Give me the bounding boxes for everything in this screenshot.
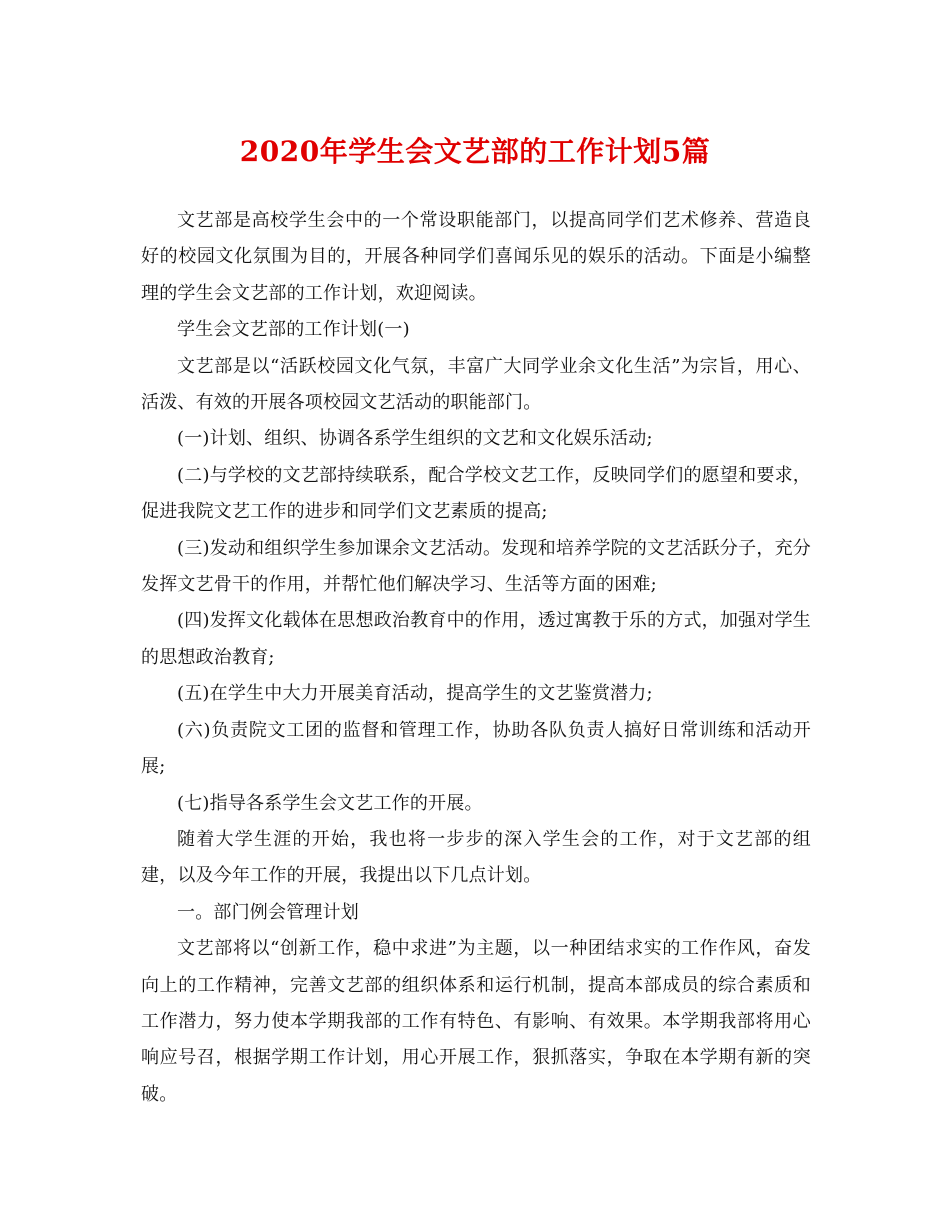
paragraph-purpose: 文艺部是以“活跃校园文化气氛，丰富广大同学业余文化生活”为宗旨，用心、活泼、有效的开展各项校园文艺活动的职能部门。 (141, 355, 811, 414)
document-body (141, 203, 811, 1113)
paragraph-intro: 文艺部是高校学生会中的一个常设职能部门，以提高同学们艺术修养、营造良好的校园文化氛围为目的，开展各种同学们喜闻乐见的娱乐的活动。下面是小编整理的学生会文艺部的工作计划，欢迎阅读。 (141, 210, 811, 304)
paragraph-item-7: (七)指导各系学生会文艺工作的开展。 (177, 792, 483, 814)
paragraph-plan-detail: 文艺部将以“创新工作，稳中求进”为主题，以一种团结求实的工作作风，奋发向上的工作精神，完善文艺部的组织体系和运行机制，提高本部成员的综合素质和工作潜力，努力使本学期我部的工作有特色、有影响、有效果。本学期我部将用心响应号召，根据学期工作计划，用心开展工作，狠抓落实，争取在本学期有新的突破。 (141, 938, 811, 1105)
paragraph-item-5: (五)在学生中大力开展美育活动，提高学生的文艺鉴赏潜力; (177, 683, 653, 705)
paragraph-item-3: (三)发动和组织学生参加课余文艺活动。发现和培养学院的文艺活跃分子，充分发挥文艺骨干的作用，并帮忙他们解决学习、生活等方面的困难; (141, 537, 811, 596)
paragraph-item-2: (二)与学校的文艺部持续联系，配合学校文艺工作，反映同学们的愿望和要求，促进我院文艺工作的进步和同学们文艺素质的提高; (141, 464, 811, 523)
paragraph-plan-intro: 随着大学生涯的开始，我也将一步步的深入学生会的工作，对于文艺部的组建，以及今年工作的开展，我提出以下几点计划。 (141, 828, 811, 887)
paragraph-item-1: (一)计划、组织、协调各系学生组织的文艺和文化娱乐活动; (177, 428, 653, 450)
paragraph-section-heading: 学生会文艺部的工作计划(一) (177, 319, 410, 341)
document-title: 2020年学生会文艺部的工作计划5篇 (239, 135, 711, 168)
paragraph-item-4: (四)发挥文化载体在思想政治教育中的作用，透过寓教于乐的方式，加强对学生的思想政治教育; (141, 610, 811, 668)
paragraph-item-6: (六)负责院文工团的监督和管理工作，协助各队负责人搞好日常训练和活动开展; (141, 719, 811, 778)
paragraph-plan-heading: 一。部门例会管理计划 (177, 901, 359, 923)
